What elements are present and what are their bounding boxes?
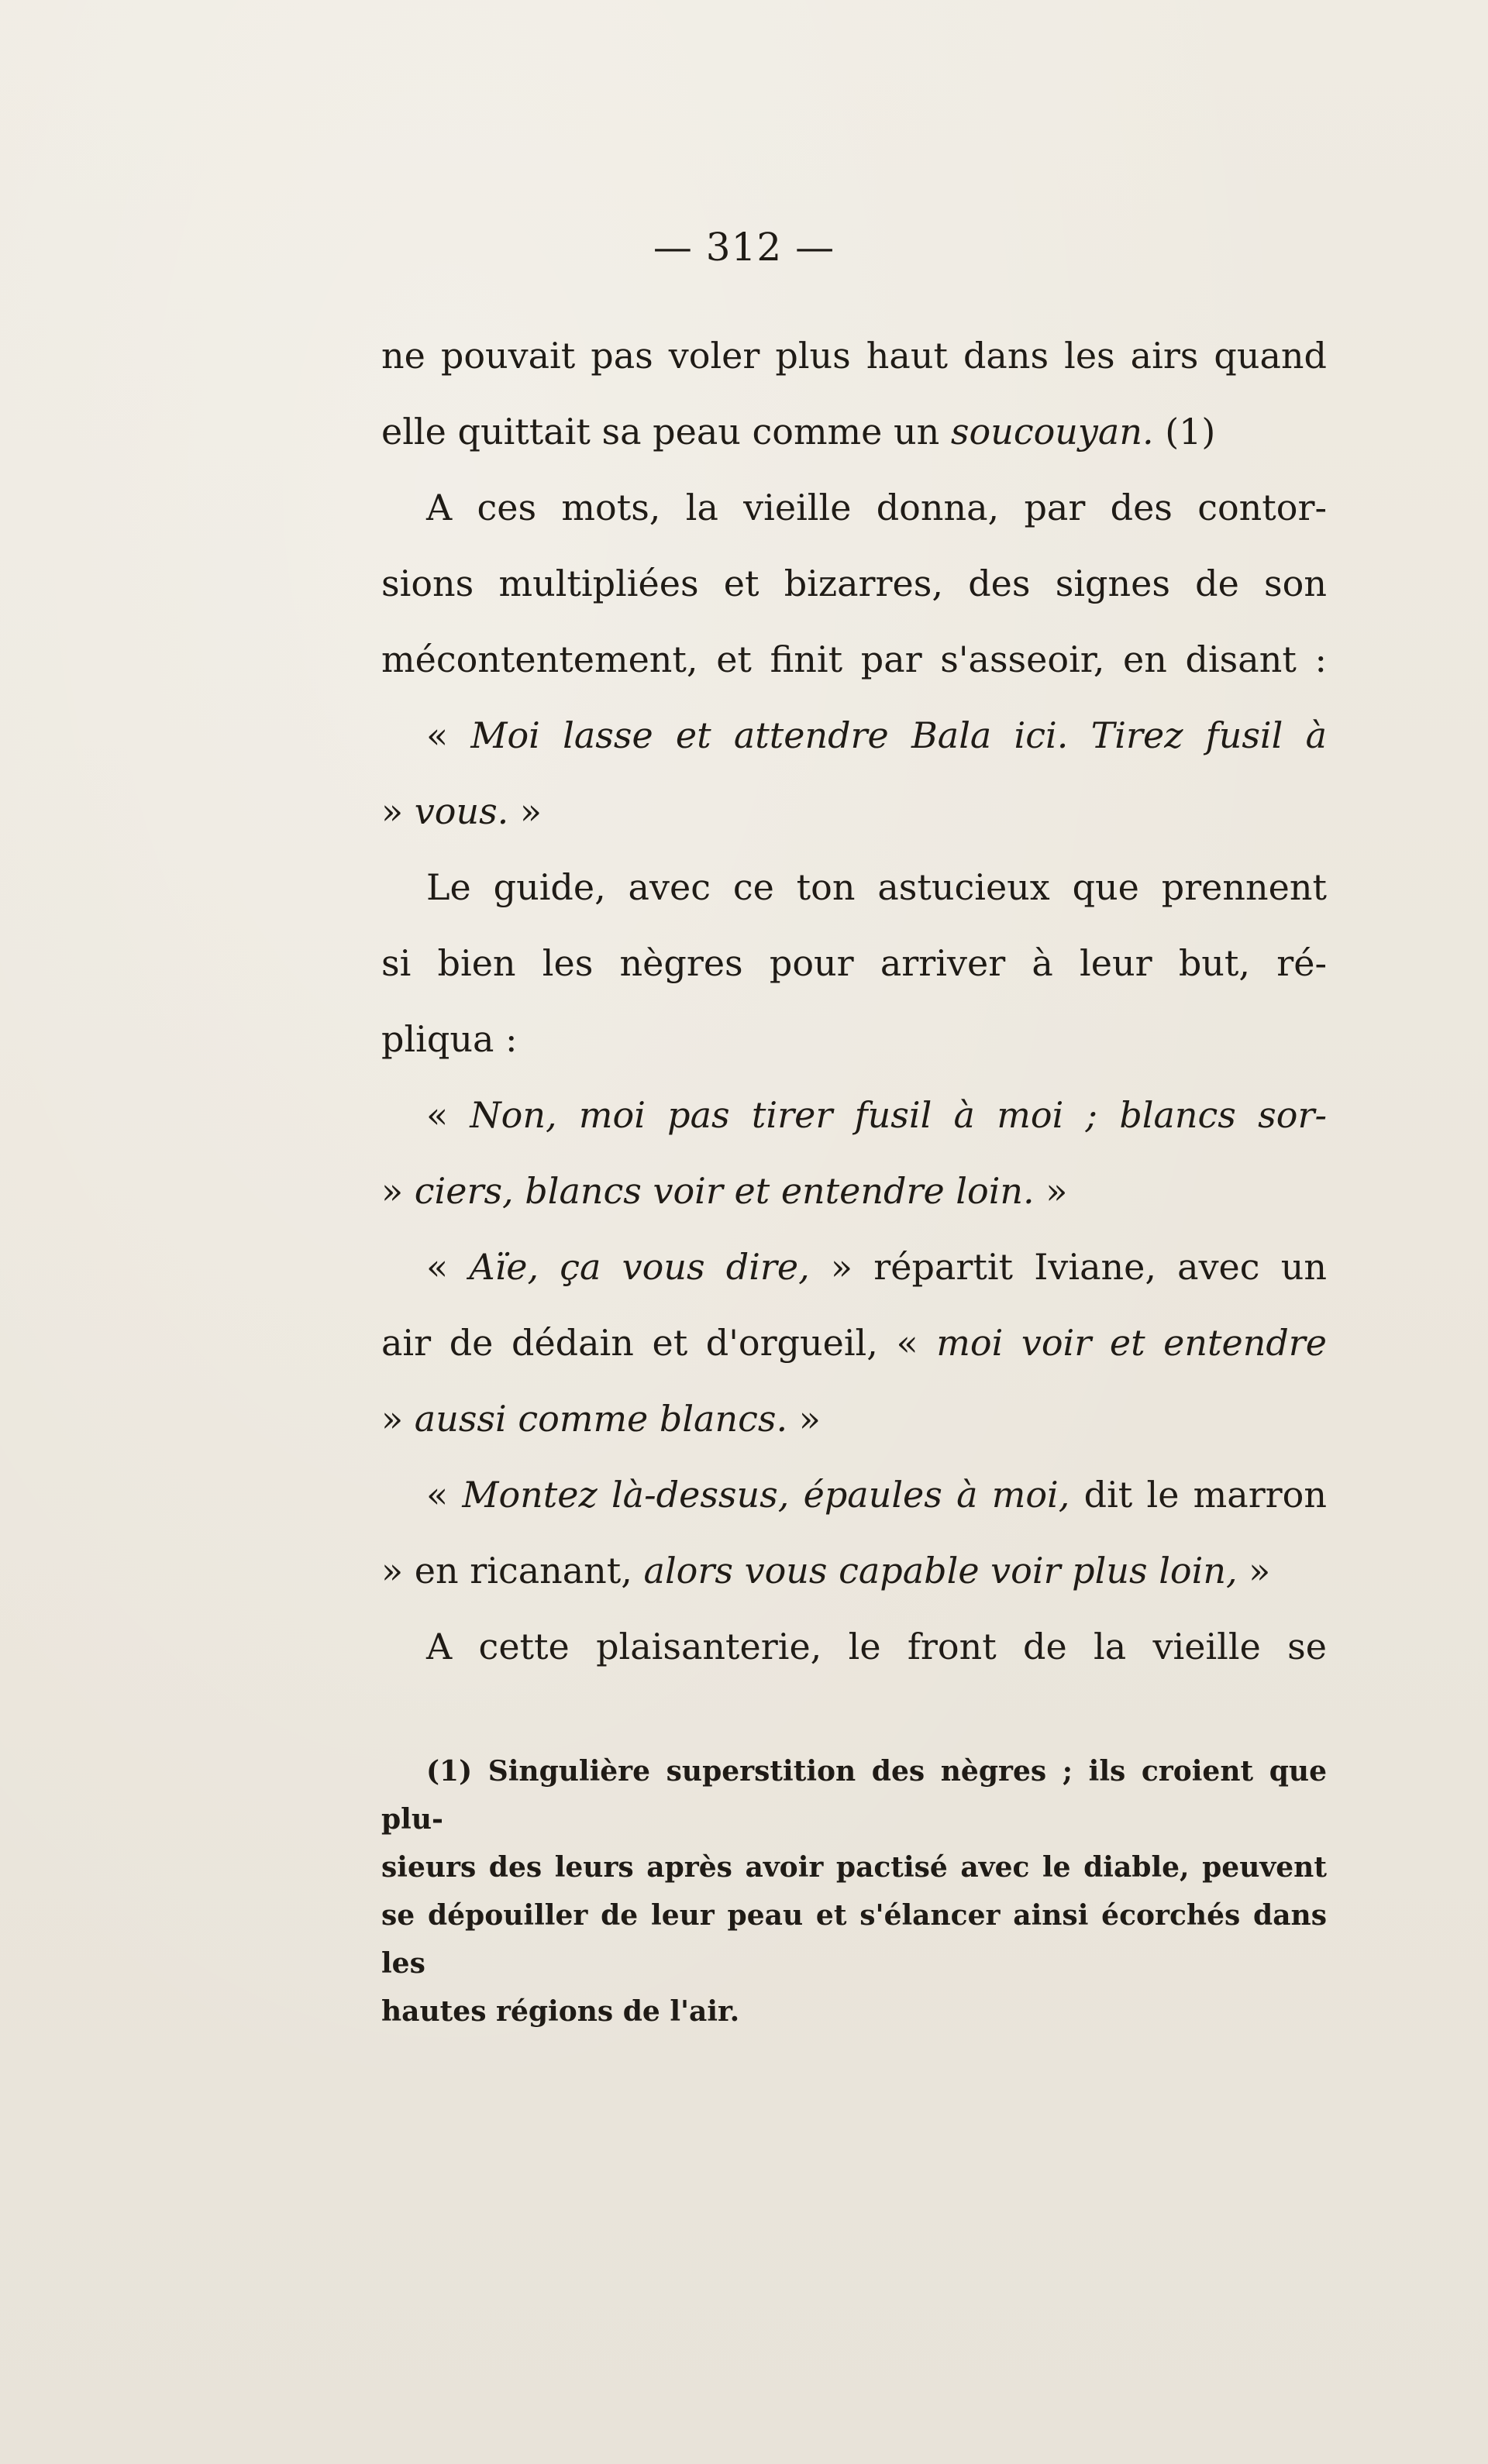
text-line: » aussi comme blancs. » [381,1398,821,1440]
page-number: — 312 — [653,225,835,270]
footnote-ref: (1) [1153,411,1216,453]
text-line: Le guide, avec ce ton astucieux que prennent [426,866,1327,908]
text-line: » en ricanant, alors vous capable voir plus loin, » [381,1550,1271,1592]
footnote-line: sieurs des leurs après avoir pactisé avec le diable, peuvent [381,1851,1327,1884]
footnote-line: hautes régions de l'air. [381,1995,740,2028]
text-line: « Montez là-dessus, épaules à moi, dit le marron [426,1474,1327,1516]
footnote-line: (1) Singulière superstition des nègres ; ils croient que plu- [381,1755,1327,1836]
text-line: A cette plaisanterie, le front de la vieille se [426,1626,1327,1667]
text-line: elle quittait sa peau comme un soucouyan. (1) [381,411,1216,453]
text-line: si bien les nègres pour arriver à leur but, ré- [381,942,1327,984]
main-text [381,318,1327,1685]
footnote-line: se dépouiller de leur peau et s'élancer ainsi écorchés dans les [381,1899,1327,1980]
text-line: A ces mots, la vieille donna, par des contor- [426,487,1327,528]
text-line: « Moi lasse et attendre Bala ici. Tirez fusil à [426,714,1327,756]
text-line: pliqua : [381,1018,518,1060]
text-line: » vous. » [381,790,542,832]
text-line: « Aïe, ça vous dire, » répartit Iviane, avec un [426,1246,1327,1288]
text-line: « Non, moi pas tirer fusil à moi ; blancs sor- [426,1094,1328,1136]
text-line: sions multipliées et bizarres, des signes de son [381,563,1327,604]
text-line: » ciers, blancs voir et entendre loin. » [381,1170,1068,1212]
text-line: mécontentement, et finit par s'asseoir, en disant : [381,638,1327,680]
footnote [381,1747,1327,2036]
text-line: air de dédain et d'orgueil, « moi voir et entendre [381,1322,1328,1364]
text-line: ne pouvait pas voler plus haut dans les airs quand [381,335,1327,377]
